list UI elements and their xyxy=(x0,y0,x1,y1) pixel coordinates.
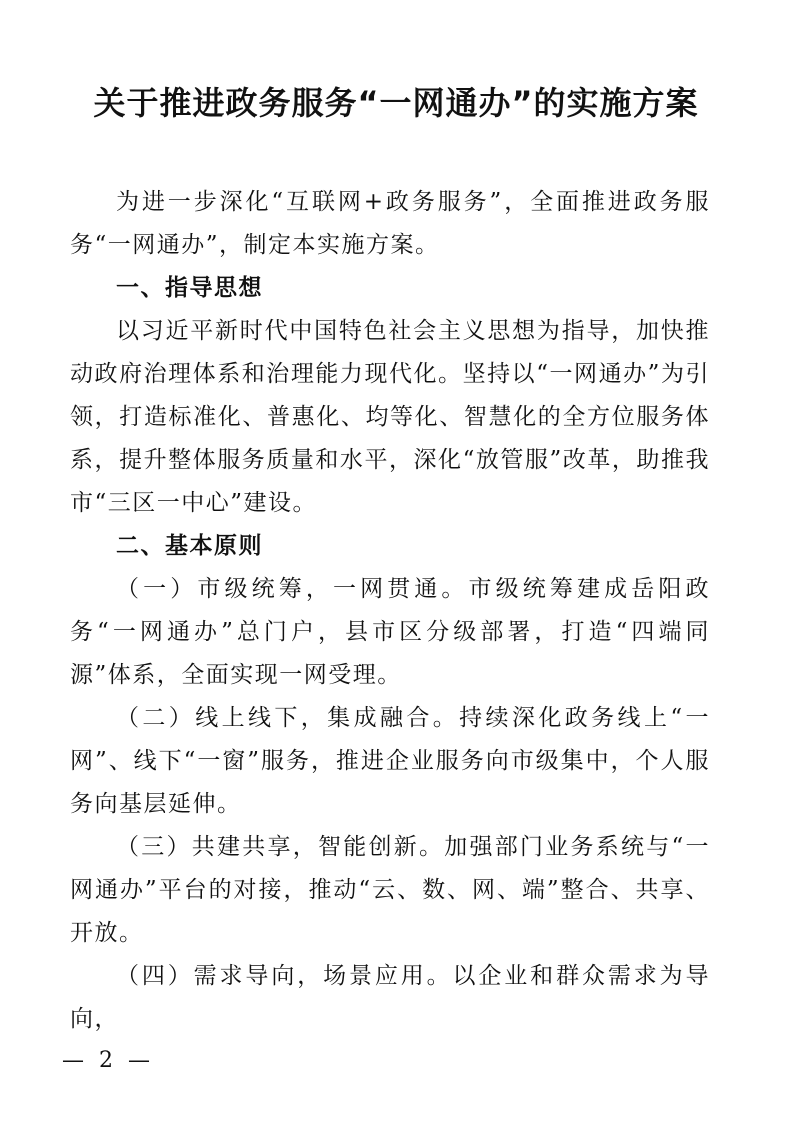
principle-paragraph-4: （四）需求导向，场景应用。以企业和群众需求为导向， xyxy=(70,963,710,1032)
principle-paragraph-2: （二）线上线下，集成融合。持续深化政务线上“一网”、线下“一窗”服务，推进企业服务向市级集中，个人服务向基层延伸。 xyxy=(70,705,710,817)
section-paragraph-guiding-ideology: 以习近平新时代中国特色社会主义思想为指导，加快推动政府治理体系和治理能力现代化。坚持以“一网通办”为引领，打造标准化、普惠化、均等化、智慧化的全方位服务体系，提升整体服务质量和水平，深化“放管服”改革，助推我市“三区一中心”建设。 xyxy=(70,318,710,516)
principle-paragraph-3: （三）共建共享，智能创新。加强部门业务系统与“一网通办”平台的对接，推动“云、数、网、端”整合、共享、开放。 xyxy=(70,834,710,946)
section-heading-guiding-ideology: 一、指导思想 xyxy=(116,275,263,301)
document-body xyxy=(70,181,710,1041)
intro-paragraph: 为进一步深化“互联网+政务服务”，全面推进政务服务“一网通办”，制定本实施方案。 xyxy=(70,189,710,258)
document-title: 关于推进政务服务“一网通办”的实施方案 xyxy=(93,84,699,122)
principle-paragraph-1: （一）市级统筹，一网贯通。市级统筹建成岳阳政务“一网通办”总门户，县市区分级部署，打造“四端同源”体系，全面实现一网受理。 xyxy=(70,576,710,688)
section-heading-basic-principles: 二、基本原则 xyxy=(116,533,263,559)
page-number: — 2 — xyxy=(62,1048,154,1073)
